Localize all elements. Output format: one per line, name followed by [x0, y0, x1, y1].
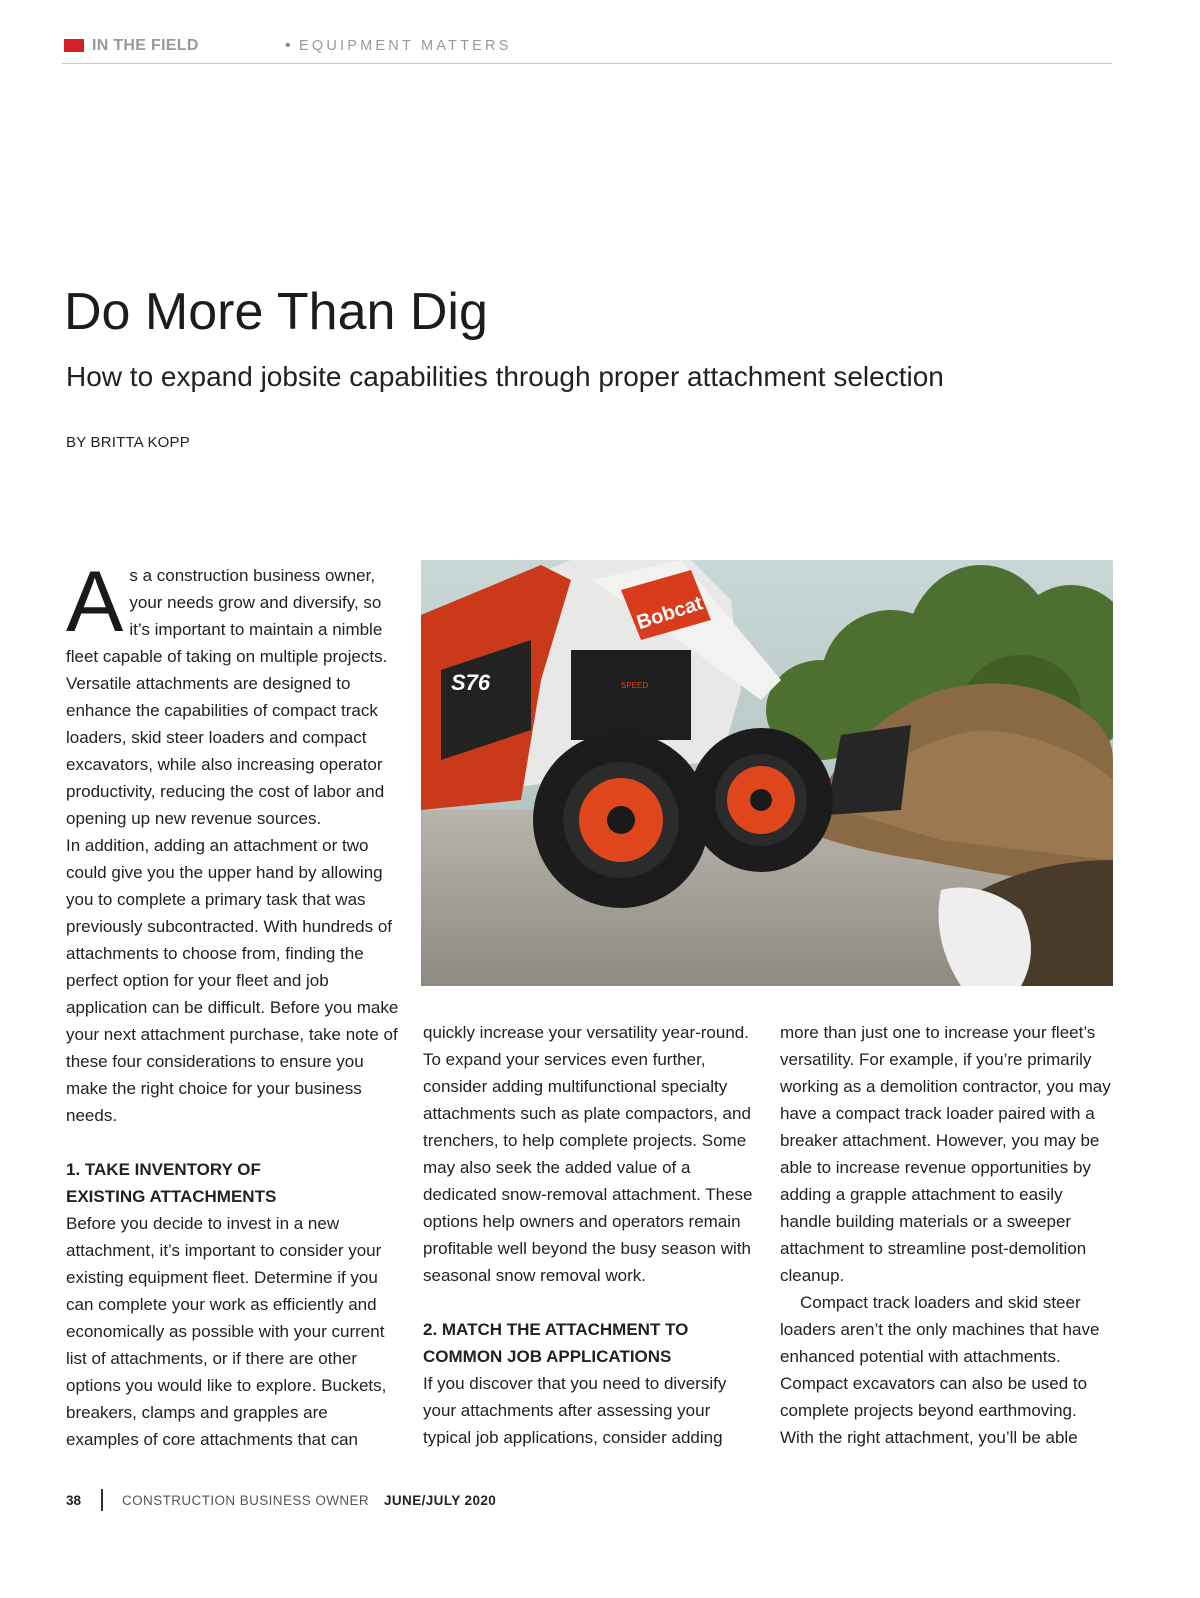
heading-line: 2. MATCH THE ATTACHMENT TO	[423, 1320, 689, 1339]
section-color-mark	[64, 39, 84, 52]
paragraph: quickly increase your versatility year-round. To expand your services even further, consider adding multifunctional specialty attachments such as plate compactors, and trenchers, to help complete projects. Some may also seek the added value of a dedicated snow-removal attachment. These options help owners and operators remain profitable well beyond the busy season with seasonal snow removal work.	[423, 1023, 753, 1285]
paragraph: In addition, adding an attachment or two could give you the upper hand by allowing you to complete a primary task that was previously subcontracted. With hundreds of attachments to choose from, finding the perfect option for your fleet and job application can be difficult. Before you make your next attachment purchase, take note of these four considerations to ensure you make the right choice for your business needs.	[66, 836, 399, 1125]
byline: BY BRITTA KOPP	[66, 434, 190, 451]
section-header	[62, 37, 1112, 64]
section-heading-1	[66, 1156, 400, 1210]
article-column-2	[423, 1019, 759, 1451]
heading-line: EXISTING ATTACHMENTS	[66, 1187, 277, 1206]
issue-date: JUNE/JULY 2020	[384, 1493, 497, 1508]
section-heading-2	[423, 1316, 759, 1370]
speed-decal: SPEED	[621, 681, 649, 690]
article-subtitle: How to expand jobsite capabilities through proper attachment selection	[66, 361, 944, 392]
intro-paragraph	[66, 554, 400, 832]
section-separator: •	[285, 37, 291, 54]
brand-badge: Bobcat	[634, 592, 706, 635]
drop-cap: A	[66, 554, 124, 650]
article-column-1	[66, 554, 400, 1453]
section-label: IN THE FIELD	[92, 37, 199, 54]
skid-steer-loader-photo	[421, 560, 1113, 986]
page-number: 38	[66, 1493, 82, 1508]
paragraph: Compact track loaders and skid steer loaders aren’t the only machines that have enhanced potential with attachments. Compact excavators can also be used to complete projects beyond earthmoving. With the right attachment, you’ll be able	[780, 1293, 1100, 1447]
publication-name: CONSTRUCTION BUSINESS OWNER	[122, 1493, 370, 1508]
rear-wheel	[689, 728, 833, 872]
heading-line: COMMON JOB APPLICATIONS	[423, 1347, 672, 1366]
footer-divider	[101, 1489, 103, 1511]
front-wheel	[533, 732, 709, 908]
article-title: Do More Than Dig	[64, 283, 488, 341]
heading-line: 1. TAKE INVENTORY OF	[66, 1160, 261, 1179]
intro-text: s a construction business owner, your needs grow and diversify, so it’s important to maintain a nimble fleet capable of taking on multiple projects. Versatile attachments are designed to enhance the capabilities of compact track loaders, skid steer loaders and compact excavators, while also increasing operator productivity, reducing the cost of labor and opening up new revenue sources.	[66, 566, 388, 828]
subsection-label: EQUIPMENT MATTERS	[299, 38, 512, 54]
paragraph: If you discover that you need to diversify your attachments after assessing your typical job applications, consider adding	[423, 1374, 727, 1447]
paragraph: more than just one to increase your fleet’s versatility. For example, if you’re primarily working as a demolition contractor, you may have a compact track loader paired with a breaker attachment. However, you may be able to increase revenue opportunities by adding a grapple attachment to easily handle building materials or a sweeper attachment to streamline post-demolition cleanup.	[780, 1023, 1111, 1285]
model-badge: S76	[451, 670, 491, 695]
paragraph: Before you decide to invest in a new attachment, it’s important to consider your existing equipment fleet. Determine if you can complete your work as efficiently and economically as possible with your current list of attachments, or if there are other options you would like to explore. Buckets, breakers, clamps and grapples are examples of core attachments that can	[66, 1214, 387, 1449]
article-column-3	[780, 1019, 1114, 1451]
